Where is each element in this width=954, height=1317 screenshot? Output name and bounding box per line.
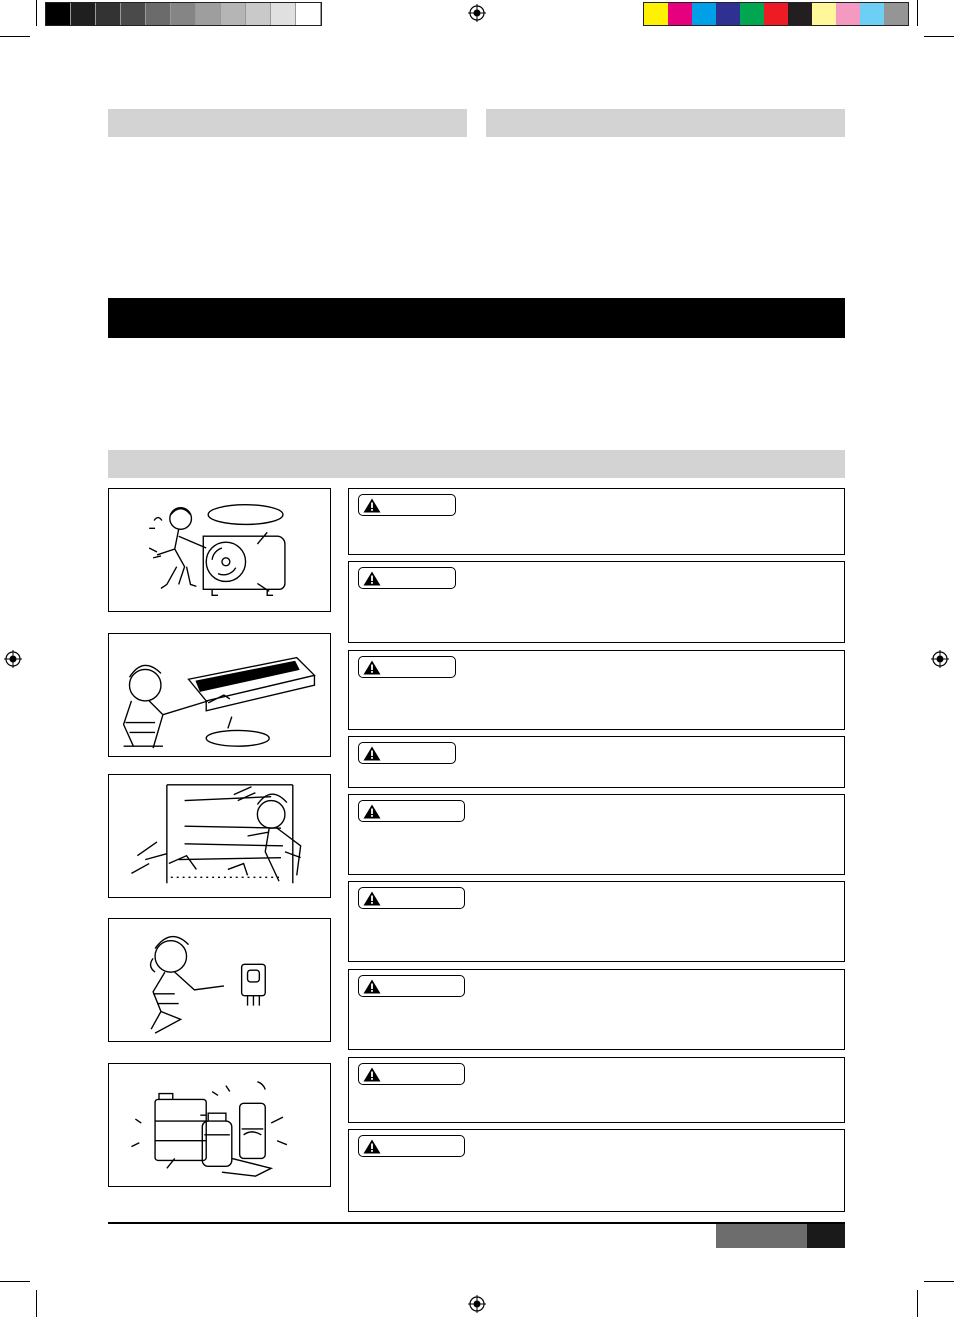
warning-triangle-icon [363,746,381,761]
gray-swatch [121,3,146,25]
gray-swatch [96,3,121,25]
warning-badge [358,975,465,997]
warning-badge [358,567,456,589]
gray-swatch [71,3,96,25]
section-header-right [486,109,845,137]
warning-badge [358,494,456,516]
illustration-outlet-hazard [108,633,331,757]
warning-box [348,561,845,643]
warning-triangle-icon [363,660,381,675]
gray-swatch [271,3,296,25]
warning-box [348,1057,845,1123]
crop-mark [0,36,30,37]
registration-mark-icon [468,1295,486,1313]
warning-triangle-icon [363,891,381,906]
color-swatch [860,3,884,25]
crop-mark [924,1281,954,1282]
gray-swatch [246,3,271,25]
color-swatch [740,3,764,25]
warning-box [348,969,845,1050]
footer-tab-gray [716,1224,807,1248]
illustration-window-hazard [108,774,331,898]
color-swatch [812,3,836,25]
person-at-window-icon [109,775,330,897]
crop-mark [917,0,918,26]
warning-box [348,1129,845,1212]
color-swatch [788,3,812,25]
crop-mark [924,36,954,37]
crop-mark [36,0,37,26]
color-swatch [692,3,716,25]
warning-badge [358,887,465,909]
gray-swatch [46,3,71,25]
gray-swatch [196,3,221,25]
illustration-fan-hazard [108,488,331,612]
crop-mark [36,1290,37,1317]
color-swatch [836,3,860,25]
color-swatch [764,3,788,25]
color-swatch [644,3,668,25]
color-swatch [716,3,740,25]
main-section-banner [108,298,845,338]
registration-mark-icon [4,650,22,668]
warning-triangle-icon [363,1139,381,1154]
warning-box [348,794,845,875]
warning-box [348,736,845,788]
gray-swatch [171,3,196,25]
crop-mark [917,1290,918,1317]
warning-triangle-icon [363,571,381,586]
person-by-switch-icon [109,919,330,1041]
warning-badge [358,1135,465,1157]
footer-tab-black [807,1224,845,1248]
warning-box [348,488,845,555]
color-calibration-bar [643,2,909,26]
flammable-containers-icon [109,1064,330,1186]
gray-swatch [221,3,246,25]
grayscale-calibration-bar [45,2,322,26]
warning-badge [358,1063,465,1085]
gray-swatch [146,3,171,25]
color-swatch [884,3,908,25]
warning-badge [358,656,456,678]
registration-mark-icon [931,650,949,668]
crop-mark [0,1281,30,1282]
warning-box [348,881,845,962]
person-hand-in-outlet-icon [109,634,330,756]
warning-triangle-icon [363,804,381,819]
illustration-flammables-hazard [108,1063,331,1187]
section-header-left [108,109,467,137]
warning-box [348,650,845,730]
registration-mark-icon [468,4,486,22]
warning-triangle-icon [363,979,381,994]
warning-badge [358,800,465,822]
warning-triangle-icon [363,1067,381,1082]
warning-triangle-icon [363,498,381,513]
person-touching-fan-icon [109,489,330,611]
color-swatch [668,3,692,25]
warnings-section-header [108,450,845,478]
warning-badge [358,742,456,764]
gray-swatch [296,3,321,25]
illustration-switch-hazard [108,918,331,1042]
